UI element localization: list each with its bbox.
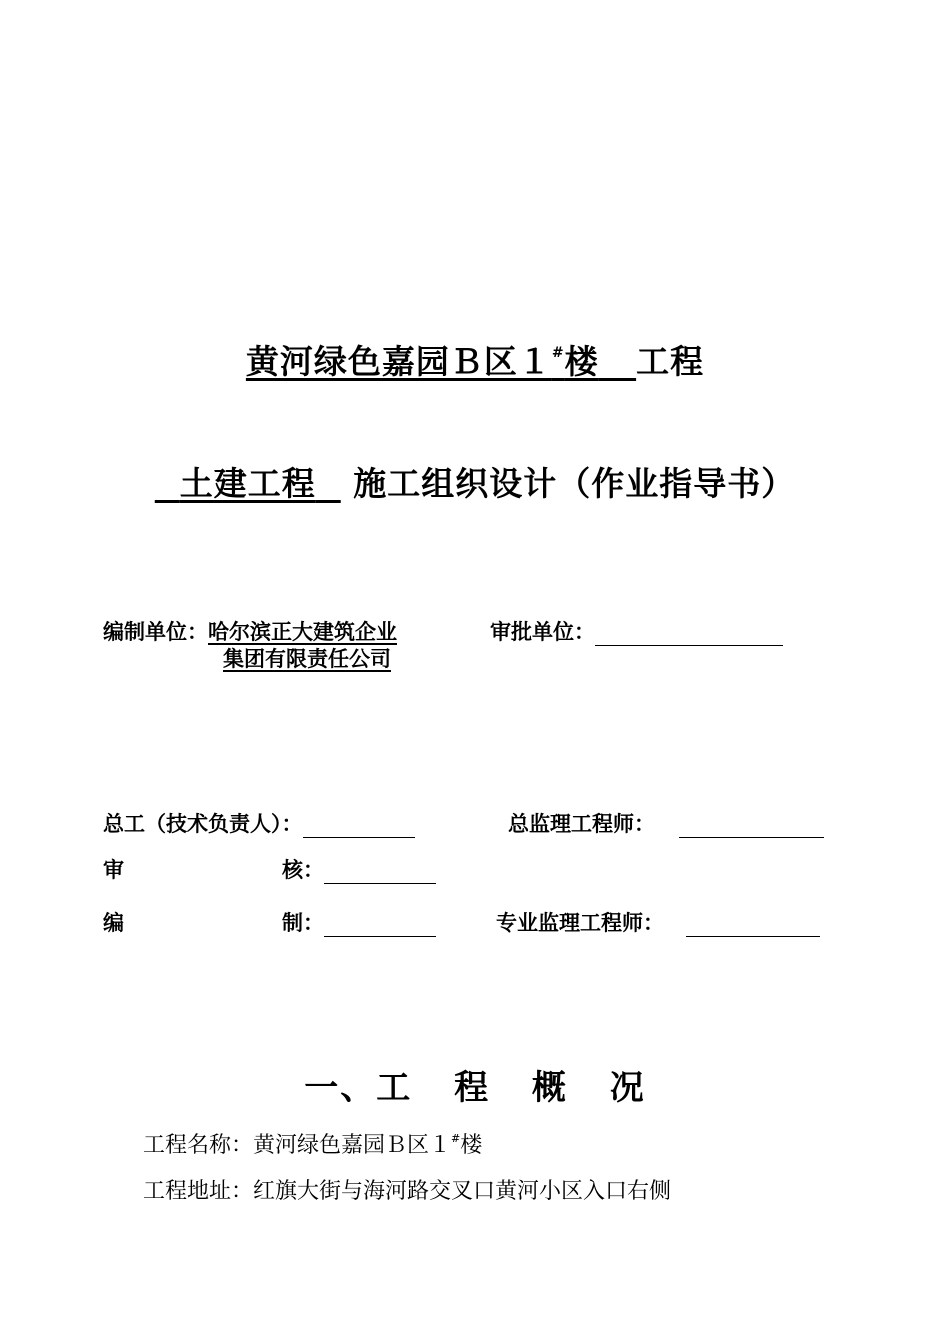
subtitle-discipline: 土建工程 bbox=[179, 464, 316, 503]
chief-engineer-label: 总工（技术负责人）： bbox=[103, 811, 303, 836]
review-label-char2: 核： bbox=[282, 857, 324, 882]
project-title-suffix: 工程 bbox=[636, 342, 705, 381]
approver-unit bbox=[490, 616, 783, 646]
chief-engineer-row bbox=[103, 808, 415, 838]
chief-engineer-blank bbox=[303, 813, 415, 838]
review-blank bbox=[324, 859, 436, 884]
compile-label-char2: 制： bbox=[282, 910, 324, 935]
compiler-unit-name-line2: 集团有限责任公司 bbox=[223, 646, 391, 671]
project-name-line bbox=[143, 1128, 482, 1159]
project-title-name: 黄河绿色嘉园Ｂ区１#楼 bbox=[245, 342, 599, 381]
project-address-label: 工程地址： bbox=[143, 1179, 254, 1204]
review-row bbox=[103, 854, 124, 884]
specialty-supervisor-row bbox=[496, 907, 820, 937]
compiler-unit-label: 编制单位： bbox=[103, 619, 208, 644]
subtitle-doc-type: 施工组织设计（作业指导书） bbox=[353, 464, 796, 503]
project-title bbox=[0, 336, 950, 383]
chief-supervisor-label: 总监理工程师： bbox=[508, 811, 655, 836]
compile-row-field bbox=[282, 907, 436, 937]
project-address-line bbox=[143, 1174, 671, 1205]
compiler-unit-name-line1: 哈尔滨正大建筑企业 bbox=[208, 619, 397, 644]
chief-supervisor-row bbox=[508, 808, 824, 838]
approver-unit-blank bbox=[595, 621, 783, 646]
specialty-supervisor-blank bbox=[686, 912, 820, 937]
compile-row bbox=[103, 907, 124, 937]
approver-unit-label: 审批单位： bbox=[490, 619, 595, 644]
chief-supervisor-blank bbox=[679, 813, 824, 838]
document-subtitle bbox=[0, 458, 950, 505]
review-label-char1: 审 bbox=[103, 857, 124, 882]
section-heading-overview: 一、工 程 概 况 bbox=[304, 1068, 646, 1108]
compiler-unit-continued bbox=[223, 643, 391, 673]
review-row-field bbox=[282, 854, 436, 884]
compile-blank bbox=[324, 912, 436, 937]
compile-label-char1: 编 bbox=[103, 910, 124, 935]
project-address-value: 红旗大街与海河路交叉口黄河小区入口右侧 bbox=[253, 1179, 672, 1204]
compiler-unit bbox=[103, 616, 397, 646]
project-name-value: 黄河绿色嘉园Ｂ区１#楼 bbox=[253, 1132, 483, 1158]
specialty-supervisor-label: 专业监理工程师： bbox=[496, 910, 664, 935]
project-name-label: 工程名称： bbox=[143, 1133, 254, 1158]
